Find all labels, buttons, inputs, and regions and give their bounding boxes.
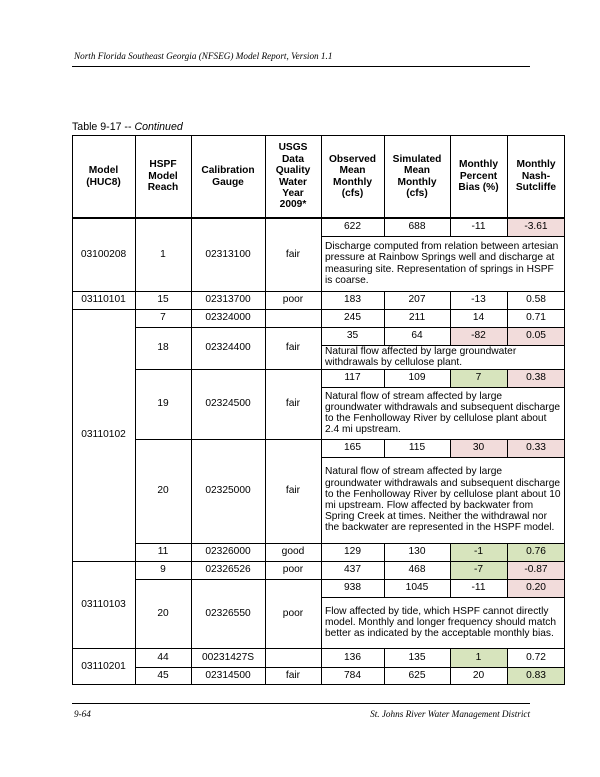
row-gauge: 00231427S (201, 651, 255, 663)
col-header-nash: Monthly Nash-Sutcliffe (515, 159, 557, 194)
row-reach: 44 (157, 651, 169, 663)
row-bias: 20 (472, 670, 485, 682)
col-header-reach: HSPF Model Reach (147, 159, 179, 194)
row-nash: 0.33 (507, 439, 565, 457)
row-observed: 129 (344, 546, 361, 558)
row-quality: fair (285, 248, 301, 260)
row-bias: -1 (450, 543, 507, 561)
row-gauge: 02326550 (205, 607, 251, 619)
col-header-gauge: Calibration Gauge (201, 165, 255, 188)
row-simulated: 211 (408, 312, 426, 324)
row-bias: -13 (471, 294, 486, 306)
row-gauge: 02324500 (205, 398, 251, 410)
row-gauge: 02313700 (205, 294, 251, 306)
row-gauge: 02325000 (205, 485, 251, 497)
row-bias: -82 (450, 327, 507, 345)
row-observed: 784 (344, 670, 361, 682)
model-group-03110103: 03110103 (81, 598, 126, 610)
col-header-bias: Monthly Percent Bias (%) (458, 159, 499, 194)
row-observed: 938 (344, 582, 361, 594)
row-bias: -11 (471, 582, 486, 594)
row-gauge: 02314500 (205, 670, 251, 682)
row-gauge: 02313100 (205, 248, 251, 260)
row-observed: 117 (344, 372, 361, 384)
row-observed: 35 (346, 330, 359, 342)
row-nash: 0.76 (507, 543, 565, 561)
table-caption (72, 121, 183, 133)
model-group-03110102: 03110102 (81, 429, 126, 441)
col-header-observed: Observed Mean Monthly (cfs) (329, 153, 376, 199)
row-bias: 14 (472, 312, 485, 324)
row-bias: -11 (471, 221, 486, 233)
row-simulated: 64 (411, 330, 423, 342)
row-reach: 9 (160, 564, 166, 576)
caption-prefix: Table 9-17 -- (72, 121, 132, 133)
row-quality: fair (285, 342, 301, 354)
row-nash: 0.58 (526, 294, 546, 306)
row-simulated: 115 (408, 442, 426, 454)
footer-organization: St. Johns River Water Management District (370, 709, 530, 719)
row-quality: poor (282, 564, 304, 576)
row-simulated: 207 (408, 294, 426, 306)
row-nash: 0.83 (507, 667, 565, 685)
row-reach: 11 (157, 546, 169, 558)
row-note: Natural flow of stream affected by large groundwater withdrawals and subsequent discharge to the Fenholloway River by cellulose plant about 2.4 mi upstream. (325, 390, 561, 436)
row-bias: 30 (450, 439, 507, 457)
row-gauge: 02326526 (205, 564, 251, 576)
row-gauge: 02324000 (205, 312, 251, 324)
row-observed: 183 (344, 294, 361, 306)
row-observed: 245 (344, 312, 361, 324)
footer-rule (72, 703, 530, 704)
model-group-03100208: 03100208 (80, 248, 127, 260)
row-note: Flow affected by tide, which HSPF cannot directly model. Monthly and longer frequency should match better as indicated by the acceptable monthly bias. (325, 605, 557, 640)
row-quality: fair (285, 398, 301, 410)
row-nash: 0.72 (526, 651, 546, 663)
row-quality: fair (285, 485, 301, 497)
row-reach: 20 (157, 607, 169, 619)
row-note: Natural flow of stream affected by large groundwater withdrawals and subsequent discharge to the Fenholloway River by cellulose plant about 10 mi upstream. Flow affected by backwater from Spring Creek at times. Neither the withdrawal nor the backwater are represented in the HSPF model. (325, 466, 561, 534)
running-header: North Florida Southeast Georgia (NFSEG) Model Report, Version 1.1 (74, 51, 333, 61)
row-simulated: 130 (408, 546, 426, 558)
row-simulated: 1045 (405, 582, 429, 594)
model-group-03110201: 03110201 (81, 660, 126, 672)
row-bias: 7 (450, 369, 507, 387)
col-header-quality: USGS Data Quality Water Year 2009* (275, 142, 311, 211)
row-quality: fair (285, 670, 301, 682)
row-simulated: 688 (408, 221, 426, 233)
table-border (72, 135, 565, 685)
col-header-simulated: Simulated Mean Monthly (cfs) (392, 153, 442, 199)
row-reach: 7 (160, 312, 166, 324)
row-observed: 136 (344, 651, 361, 663)
row-note: Discharge computed from relation between artesian pressure at Rainbow Springs well and discharge at measuring site. Representation of springs in HSPF is coarse. (325, 241, 559, 286)
row-observed: 622 (344, 221, 361, 233)
row-nash: 0.20 (507, 579, 565, 597)
page-number: 9-64 (74, 709, 91, 719)
caption-continued: Continued (134, 121, 183, 133)
header-rule (72, 66, 530, 67)
row-observed: 437 (344, 564, 361, 576)
row-bias: -7 (450, 561, 507, 579)
col-header-model: Model (HUC8) (86, 165, 121, 188)
row-bias: 1 (450, 648, 507, 667)
row-simulated: 109 (408, 372, 426, 384)
row-quality: poor (282, 294, 304, 306)
row-nash: 0.71 (526, 312, 546, 324)
row-simulated: 625 (408, 670, 426, 682)
row-quality: poor (282, 607, 304, 619)
row-observed: 165 (344, 442, 361, 454)
row-simulated: 468 (408, 564, 426, 576)
row-reach: 18 (157, 342, 169, 354)
row-note: Natural flow affected by large groundwater withdrawals by cellulose plant. (325, 345, 517, 368)
row-simulated: 135 (408, 651, 426, 663)
row-reach: 20 (157, 485, 169, 497)
calibration-table (72, 135, 565, 685)
row-quality: good (281, 546, 305, 558)
row-gauge: 02326000 (205, 546, 251, 558)
row-gauge: 02324400 (205, 342, 251, 354)
row-reach: 45 (157, 670, 169, 682)
row-nash: -0.87 (507, 561, 565, 579)
row-reach: 15 (157, 294, 169, 306)
row-nash: 0.05 (507, 327, 565, 345)
row-reach: 19 (157, 398, 169, 410)
row-reach: 1 (160, 248, 166, 260)
model-group-03110101: 03110101 (81, 294, 126, 306)
row-nash: 0.38 (507, 369, 565, 387)
row-nash: -3.61 (507, 218, 565, 236)
